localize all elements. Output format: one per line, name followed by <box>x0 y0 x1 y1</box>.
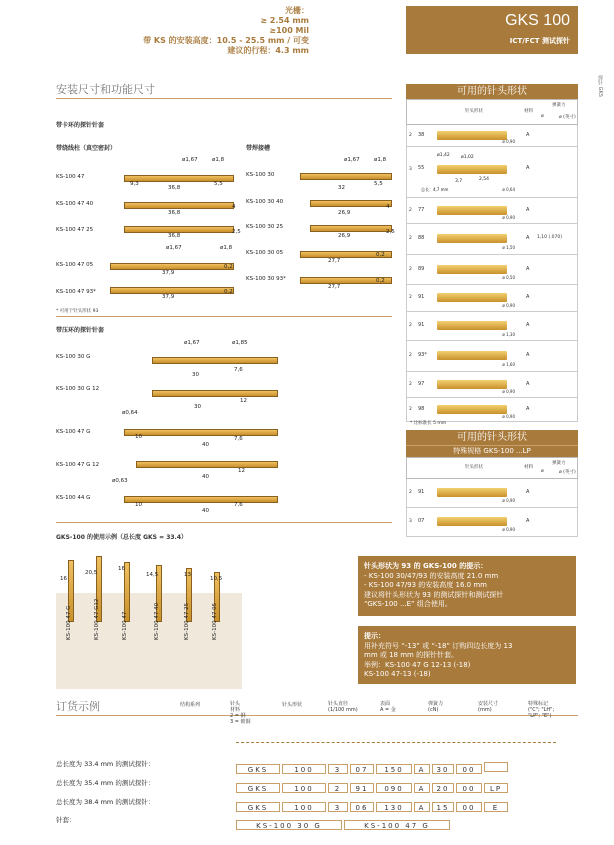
dim: 5,5 <box>374 181 383 187</box>
tip-image <box>437 380 507 389</box>
dim: 4 <box>386 204 390 210</box>
dim: 36,8 <box>168 233 181 239</box>
code-cell: 30 <box>432 764 454 774</box>
tip-image <box>437 517 507 526</box>
dim: 40 <box>202 508 209 514</box>
tip-image <box>437 321 507 330</box>
tip-id: 91 <box>418 294 425 300</box>
code-cell: A <box>414 802 430 812</box>
sleeve-label: KS-100 44 G <box>56 495 91 501</box>
tip-material: A <box>526 406 530 412</box>
dim: 14,5 <box>146 572 159 578</box>
tip-material: A <box>526 381 530 387</box>
code-cell: 06 <box>350 802 374 812</box>
code-cell: GKS <box>236 764 280 774</box>
special-title: 可用的针头形状 <box>406 430 578 445</box>
column-header: ø <box>541 114 544 119</box>
page-title: GKS 100 <box>505 12 570 29</box>
code-cell: 00 <box>456 802 482 812</box>
column-header: 针头形状 <box>465 109 483 114</box>
probe-label: KS-100 47 05 <box>212 602 218 640</box>
tip-id: 91 <box>418 322 425 328</box>
column-header: 针头 材料 2 = 钢 3 = 铍铜 <box>230 701 251 725</box>
sleeve-drawing <box>124 496 278 503</box>
tip-image <box>437 405 507 414</box>
code-cell: 090 <box>376 783 412 793</box>
spec-line: 光栅： <box>285 6 309 15</box>
sleeve-drawing <box>152 390 278 397</box>
dim: 32 <box>338 185 345 191</box>
dim: 0,2 <box>224 264 233 270</box>
sleeve-label: KS-100 47 05 <box>56 262 94 268</box>
order-code <box>236 776 510 795</box>
footnote: * 可用于针头形状 93 <box>56 309 99 314</box>
dim: 12 <box>238 468 245 474</box>
code-cell: KS-100 47 G <box>344 820 450 830</box>
special-subtitle: 特殊规格 GKS-100 ...LP <box>406 445 578 457</box>
sleeve-drawing <box>152 357 278 364</box>
tip-id: 88 <box>418 235 425 241</box>
code-cell: 3 <box>328 764 348 774</box>
column-header: 特殊标记 ("C"; "LH"; "LP"; "E") <box>528 701 555 719</box>
column-header: ø <box>541 469 544 474</box>
dim: 2,5 <box>232 229 241 235</box>
sleeve-drawing <box>136 461 278 468</box>
probe-label: KS-100 47 G <box>66 605 72 640</box>
tip-material: A <box>526 352 530 358</box>
row-number: 3 <box>409 519 412 524</box>
order-label: 总长度为 38.4 mm 的测试探针： <box>56 798 155 806</box>
column-header: 弹簧力 <box>552 103 566 108</box>
dim: ø1,67 <box>166 245 182 251</box>
dim: ø0,63 <box>112 478 128 484</box>
code-cell: 3 <box>328 802 348 812</box>
note-sleeve-length <box>358 626 576 684</box>
code-cell: A <box>414 783 430 793</box>
row-number: 2 <box>409 407 412 412</box>
note-line: 用补充符号 “-13” 或 “-18” 订购四边长度为 13 <box>364 641 513 650</box>
sleeve-drawing <box>310 200 392 207</box>
dim: 36,8 <box>168 185 181 191</box>
dim: 26,9 <box>338 233 351 239</box>
tip-material: A <box>526 132 530 138</box>
sleeve-drawing <box>124 202 234 209</box>
order-title: 订货示例 <box>56 700 100 713</box>
column-header: 表面 A = 金 <box>380 701 396 713</box>
divider <box>56 316 392 317</box>
dim: 0,2 <box>224 289 233 295</box>
tip-material: A <box>526 266 530 272</box>
note-line: 举例：KS-100 47 G 12-13 (-18) <box>364 660 471 669</box>
column-header: 弹簧力 <box>552 461 566 466</box>
code-cell: 00 <box>456 783 482 793</box>
dim: 10 <box>135 434 142 440</box>
spec-line: 建议的行程：4.3 mm <box>227 46 309 55</box>
dim: 30 <box>194 404 201 410</box>
dim: 37,9 <box>162 270 175 276</box>
tip-size: ø 0,90 <box>502 215 515 220</box>
tip-shapes-title: 可用的针头形状 <box>406 84 578 99</box>
tip-material: A <box>526 322 530 328</box>
dim: 10,5 <box>210 576 223 582</box>
column-header: 弹簧力 (cN) <box>428 701 444 713</box>
code-cell <box>484 762 508 772</box>
note-line: mm 或 18 mm 的探针针套。 <box>364 651 459 659</box>
section-title: 安装尺寸和功能尺寸 <box>56 83 155 96</box>
sleeve-label: KS-100 30 G <box>56 354 91 360</box>
dim: 3,7 <box>455 179 463 184</box>
code-cell: A <box>414 764 430 774</box>
sleeve-label: KS-100 30 G 12 <box>56 386 100 392</box>
table-row <box>406 372 578 398</box>
order-label: 针套： <box>56 816 76 824</box>
tip-size: ø 0,90 <box>502 139 515 144</box>
tip-id: 38 <box>418 132 425 138</box>
tip-material: A <box>526 294 530 300</box>
column-header: 材料 <box>524 109 533 114</box>
dim: ø0,64 <box>122 410 138 416</box>
tip-material: A <box>526 489 530 495</box>
code-cell: LP <box>484 783 508 793</box>
table-row <box>406 479 578 508</box>
code-cell: 130 <box>376 802 412 812</box>
dim: 2,5 <box>386 229 395 235</box>
spec-line: ≥ 2.54 mm <box>260 16 309 25</box>
row-number: 2 <box>409 133 412 138</box>
column-header: ø (英寸) <box>559 115 576 120</box>
page-subtitle: ICT/FCT 测试探针 <box>509 37 570 45</box>
dim: ø1,02 <box>461 155 474 160</box>
sleeve-drawing <box>124 429 278 436</box>
tip-id: 91 <box>418 489 425 495</box>
column-header: 针头直径 (1/100 mm) <box>328 701 358 713</box>
note-line: - KS-100 47/93 的安装高度 16.0 mm <box>364 581 487 589</box>
tip-id: 89 <box>418 266 425 272</box>
dim: 2,54 <box>479 177 490 182</box>
sleeve-drawing <box>110 287 234 294</box>
order-code <box>236 757 510 776</box>
sleeve-label: KS-100 30 05 <box>246 250 284 256</box>
sleeve-label: KS-100 30 40 <box>246 199 284 205</box>
dim: 37,9 <box>162 294 175 300</box>
code-cell: E <box>484 802 508 812</box>
tip-spring-force: 1,10 (.070) <box>537 235 562 240</box>
column-header: ø (英寸) <box>559 470 576 475</box>
table-row <box>406 398 578 422</box>
sleeve-label: KS-100 47 40 <box>56 201 94 207</box>
dim: 40 <box>202 442 209 448</box>
dim: ø1,67 <box>182 157 198 163</box>
column-header: 安装尺寸 (mm) <box>478 701 499 713</box>
table-row <box>406 198 578 224</box>
dim: 26,9 <box>338 210 351 216</box>
sleeve-label: KS-100 47 93* <box>56 289 96 295</box>
divider <box>56 715 578 716</box>
code-cell: GKS <box>236 802 280 812</box>
dim: 总长：4,7 mm <box>421 187 449 192</box>
tip-image <box>437 488 507 497</box>
sleeve-label: KS-100 30 <box>246 172 275 178</box>
spec-summary <box>109 6 309 56</box>
spec-line: ≥100 Mil <box>269 26 309 35</box>
table-row <box>406 508 578 537</box>
order-code <box>236 795 510 814</box>
table-row <box>406 312 578 341</box>
code-cell: KS-100 30 G <box>236 820 342 830</box>
row-number: 2 <box>409 353 412 358</box>
tip-material: A <box>526 207 530 213</box>
table-row <box>406 255 578 285</box>
dim: 0,2 <box>376 252 385 258</box>
column-header: 针头形状 <box>282 702 303 708</box>
dim: ø1,67 <box>184 340 200 346</box>
dim: 16 <box>60 576 67 582</box>
dim: 27,7 <box>328 258 341 264</box>
table-header <box>406 99 578 125</box>
tip-size: ø 1,50 <box>502 245 515 250</box>
tip-size: ø 0,90 <box>502 303 515 308</box>
sleeve-label: KS-100 47 G 12 <box>56 462 100 468</box>
spec-line: 带 KS 的安装高度：10.5 - 25.5 mm / 可变 <box>143 36 309 45</box>
dim: 12 <box>240 398 247 404</box>
code-cell: 00 <box>456 764 482 774</box>
column-header: 材料 <box>524 465 533 470</box>
dim: 36,8 <box>168 210 181 216</box>
note-tip-93 <box>358 556 576 616</box>
probe-label: KS-100 47 25 <box>184 602 190 640</box>
dim: ø1,85 <box>232 340 248 346</box>
tip-id: 97 <box>418 381 425 387</box>
note-line: - KS-100 30/47/93 的安装高度 21.0 mm <box>364 571 499 580</box>
sleeve-drawing <box>124 226 234 233</box>
special-tip-table <box>406 430 578 537</box>
usage-title: GKS-100 的使用示例（总长度 GKS = 33.4） <box>56 534 187 541</box>
table-row <box>406 224 578 255</box>
tip-size: ø 0,90 <box>502 414 515 419</box>
code-cell: 07 <box>350 764 374 774</box>
footnote: * 比标准长 5 mm <box>410 421 447 426</box>
dim: 13 <box>184 572 191 578</box>
right-subtitle: 带焊接槽 <box>246 145 271 152</box>
sleeve-code <box>236 813 452 832</box>
dim: 9,3 <box>130 181 139 187</box>
table-row <box>406 147 578 198</box>
tip-size: ø 1,30 <box>502 332 515 337</box>
title-banner <box>406 6 578 54</box>
row-number: 2 <box>409 295 412 300</box>
tip-image <box>437 293 507 302</box>
code-cell: GKS <box>236 783 280 793</box>
dim: 16 <box>118 566 125 572</box>
dim: 0,2 <box>376 278 385 284</box>
row-number: 2 <box>409 323 412 328</box>
table-row <box>406 125 578 147</box>
table-header <box>406 457 578 479</box>
row-number: 2 <box>409 267 412 272</box>
tip-image <box>437 234 507 243</box>
code-cell: 2 <box>328 783 348 793</box>
dim: 30 <box>192 372 199 378</box>
note-title: 提示： <box>364 632 385 640</box>
note-title: 针头形状为 93 的 GKS-100 的提示： <box>364 562 488 570</box>
tip-size: ø 1,60 <box>502 362 515 367</box>
dim: ø1,67 <box>344 157 360 163</box>
tip-material: A <box>526 235 530 241</box>
sleeve-label: KS-100 30 25 <box>246 224 284 230</box>
tip-size: ø 0,64 <box>502 187 515 192</box>
column-header: 结构系列 <box>180 702 201 708</box>
tip-material: A <box>526 165 530 171</box>
note-line: “GKS-100 ...E” 组合使用。 <box>364 600 452 608</box>
left-subtitle: 带绕线柱（真空密封） <box>56 145 117 152</box>
clamp-title: 带卡环的探针针套 <box>56 122 105 129</box>
tip-id: 77 <box>418 207 425 213</box>
code-cell: 150 <box>376 764 412 774</box>
table-row <box>406 285 578 312</box>
tip-id: 55 <box>418 165 425 171</box>
row-number: 2 <box>409 236 412 241</box>
divider <box>56 98 392 99</box>
sleeve-drawing <box>110 263 234 270</box>
tip-image <box>437 131 507 140</box>
table-row <box>406 341 578 372</box>
tip-size: ø 0,90 <box>502 389 515 394</box>
row-number: 3 <box>409 167 412 172</box>
dim: 10 <box>135 502 142 508</box>
sleeve-label: KS-100 30 93* <box>246 276 286 282</box>
code-cell: 20 <box>432 783 454 793</box>
leader-line <box>236 742 556 743</box>
row-number: 2 <box>409 382 412 387</box>
sleeve-label: KS-100 47 G <box>56 429 91 435</box>
dim: 27,7 <box>328 284 341 290</box>
dim: 4 <box>232 204 236 210</box>
tip-size: ø 0,90 <box>502 527 515 532</box>
sleeve-label: KS-100 47 <box>56 174 85 180</box>
row-number: 2 <box>409 490 412 495</box>
tip-image <box>437 265 507 274</box>
dim: 5,5 <box>214 181 223 187</box>
order-label: 总长度为 35.4 mm 的测试探针： <box>56 779 155 787</box>
code-cell: 91 <box>350 783 374 793</box>
sleeve-label: KS-100 47 25 <box>56 227 94 233</box>
tip-material: A <box>526 518 530 524</box>
order-label: 总长度为 33.4 mm 的测试探针： <box>56 760 155 768</box>
probe-label: KS-100 47 G12 <box>94 598 100 640</box>
note-line: 建议将针头形状为 93 的测试探针和测试探针 <box>364 590 504 599</box>
tip-image <box>437 206 507 215</box>
divider <box>56 522 392 523</box>
tip-id: 98 <box>418 406 425 412</box>
tip-id: 07 <box>418 518 425 524</box>
side-label: 探针 GKS <box>597 75 603 97</box>
dim: 7,6 <box>234 502 243 508</box>
dim: ø1,8 <box>220 245 233 251</box>
row-number: 2 <box>409 208 412 213</box>
code-cell: 100 <box>282 802 326 812</box>
dim: ø1,42 <box>437 153 450 158</box>
sleeve-drawing <box>300 173 392 180</box>
tip-id: 93* <box>418 352 427 358</box>
code-cell: 100 <box>282 783 326 793</box>
tip-size: ø 0,90 <box>502 498 515 503</box>
probe-label: KS-100 47 40 <box>154 602 160 640</box>
dim: 20,5 <box>85 570 98 576</box>
dim: 7,6 <box>234 436 243 442</box>
note-line: KS-100 47-13 (-18) <box>364 670 431 678</box>
column-header: 针头形状 <box>465 465 483 470</box>
code-cell: 15 <box>432 802 454 812</box>
dim: 40 <box>202 474 209 480</box>
tip-image <box>437 351 507 360</box>
dim: 7,6 <box>234 367 243 373</box>
tip-image <box>437 165 507 174</box>
sleeve-drawing <box>310 225 392 232</box>
probe-label: KS-100 47 <box>122 611 128 640</box>
dim: ø1,8 <box>374 157 387 163</box>
tip-size: ø 0,50 <box>502 275 515 280</box>
code-cell: 100 <box>282 764 326 774</box>
tip-shapes-table <box>406 84 578 422</box>
dim: ø1,8 <box>212 157 225 163</box>
press-title: 带压环的探针针套 <box>56 327 105 334</box>
